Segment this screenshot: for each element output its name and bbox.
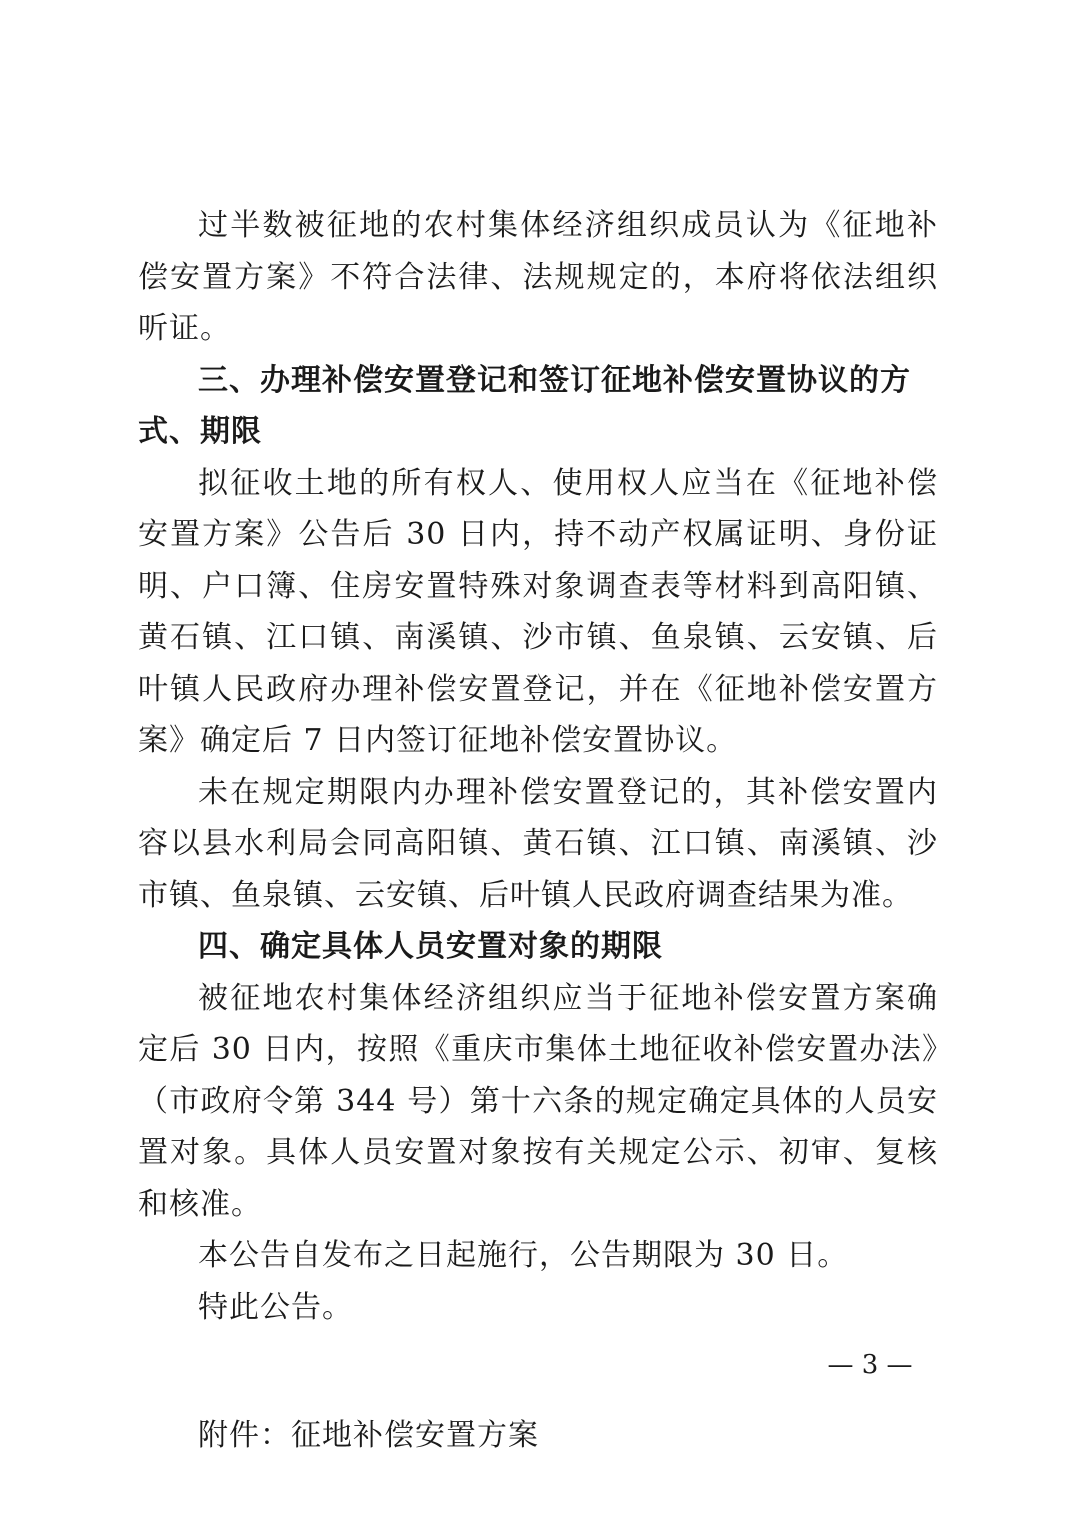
paragraph-closing: 特此公告。 [198,1289,353,1325]
paragraph-effective-date: 本公告自发布之日起施行，公告期限为 30 日。 [198,1238,849,1273]
section-heading-3: 三、办理补偿安置登记和签订征地补偿安置协议的方式、期限 [138,362,911,449]
page-number: — 3 — [827,1350,913,1380]
paragraph-registration: 拟征收土地的所有权人、使用权人应当在《征地补偿安置方案》公告后 30 日内，持不动产权属证明、身份证明、户口簿、住房安置特殊对象调查表等材料到高阳镇、黄石镇、江口镇、南溪镇、沙市镇、鱼泉镇、云安镇、后叶镇人民政府办理补偿安置登记，并在《征地补偿安置方案》确定后 7 日内签订征地补偿安置协议。 [138,465,938,758]
paragraph-unregistered: 未在规定期限内办理补偿安置登记的，其补偿安置内容以县水利局会同高阳镇、黄石镇、江口镇、南溪镇、沙市镇、鱼泉镇、云安镇、后叶镇人民政府调查结果为准。 [138,774,938,913]
spacer [138,1333,938,1410]
section-heading-4: 四、确定具体人员安置对象的期限 [198,929,663,964]
paragraph-hearing: 过半数被征地的农村集体经济组织成员认为《征地补偿安置方案》不符合法律、法规规定的，本府将依法组织听证。 [138,208,938,346]
paragraph-placement-objects: 被征地农村集体经济组织应当于征地补偿安置方案确定后 30 日内，按照《重庆市集体土地征收补偿安置办法》（市政府令第 344 号）第十六条的规定确定具体的人员安置对象。具体人员安置对象按有关规定公示、初审、复核和核准。 [138,980,938,1222]
document-body [138,200,938,1462]
attachment-line: 附件：征地补偿安置方案 [198,1418,539,1453]
